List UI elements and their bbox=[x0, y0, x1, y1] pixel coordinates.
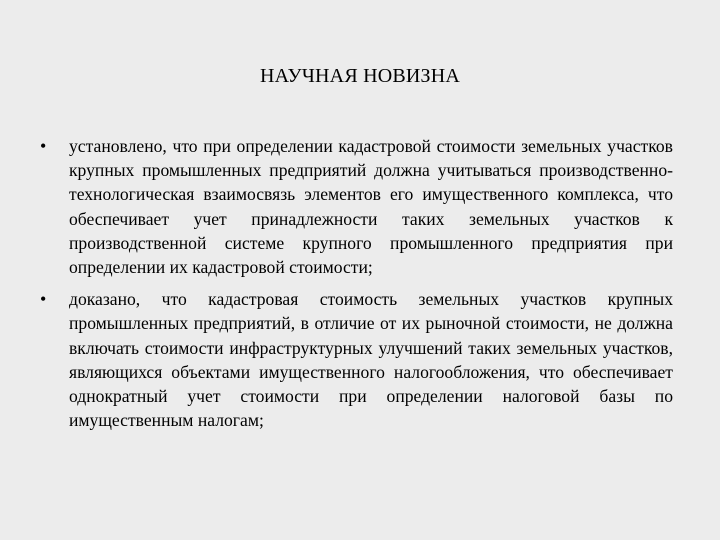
bullet-list bbox=[0, 134, 720, 440]
bullet-icon: • bbox=[40, 289, 47, 310]
bullet-text: доказано, что кадастровая стоимость земельных участков крупных промышленных предприятий, в отличие от их рыночной стоимости, не должна включать стоимости инфраструктурных улучшений таких земельных участков, являющихся объектами имущественного налогообложения, что обеспечивает однократный учет стоимости при определении налоговой базы по имущественным налогам; bbox=[69, 289, 673, 431]
bullet-text: установлено, что при определении кадастровой стоимости земельных участков крупных промышленных предприятий должна учитываться производственно-технологическая взаимосвязь элементов его имущественного комплекса, что обеспечивает учет принадлежности таких земельных участков к производственной системе крупного промышленного предприятия при определении их кадастровой стоимости; bbox=[69, 136, 673, 278]
list-item bbox=[0, 287, 720, 432]
list-item bbox=[0, 134, 720, 279]
bullet-icon: • bbox=[40, 136, 47, 156]
slide-title: НАУЧНАЯ НОВИЗНА bbox=[259, 65, 461, 87]
